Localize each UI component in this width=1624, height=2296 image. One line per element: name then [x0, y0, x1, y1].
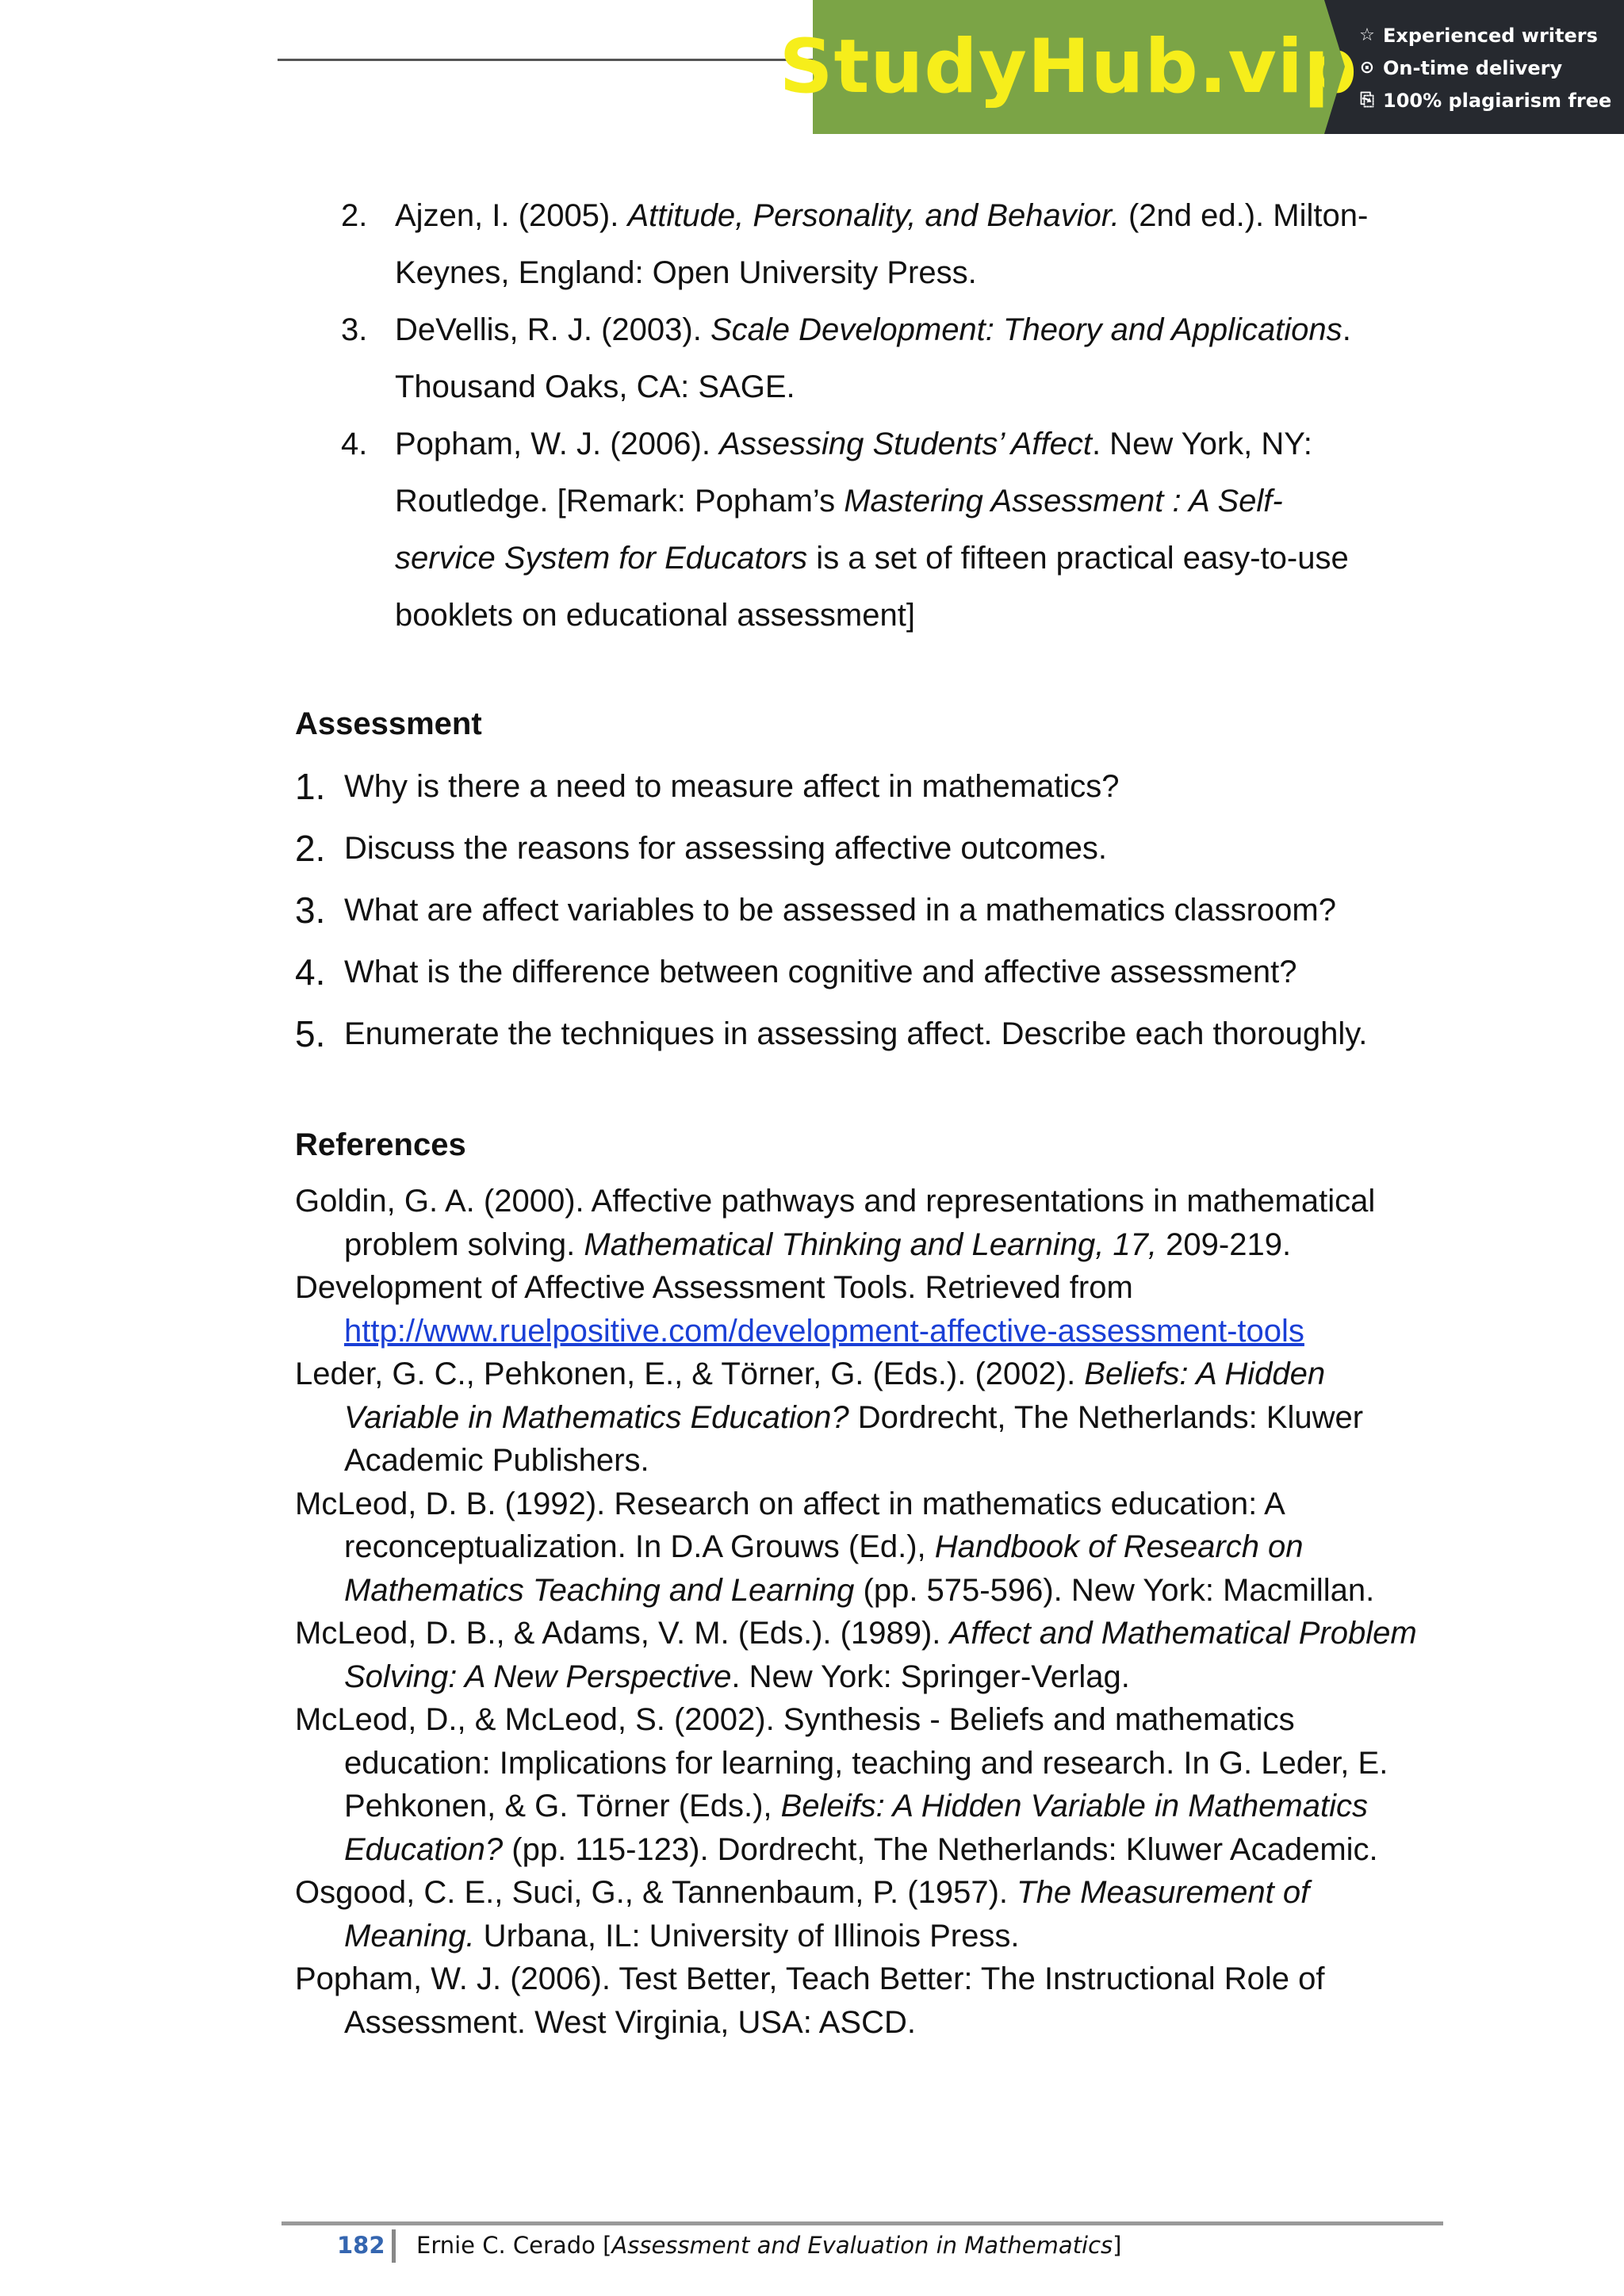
page-footer	[282, 2228, 1443, 2263]
reference-entry	[295, 1957, 1429, 2044]
reading-list-text: . New York, NY: Routledge. [Remark: Popham’s	[395, 427, 1312, 519]
assessment-question	[295, 756, 1484, 817]
reference-title: Handbook of Research on Mathematics Teaching and Learning	[344, 1529, 1304, 1608]
assessment-heading: Assessment	[295, 706, 482, 741]
logo-text: StudyHub.vip	[779, 24, 1358, 110]
reference-text: . New York: Springer-Verlag.	[731, 1659, 1130, 1694]
reference-text: McLeod, D. B. (1992). Research on affect in mathematics education: A reconceptualization. In D.A Grouws (Ed.),	[295, 1486, 1284, 1564]
assessment-question	[295, 817, 1484, 879]
question-text: What is the difference between cognitive and affective assessment?	[344, 955, 1297, 989]
reading-list-text: is a set of fifteen practical easy-to-use booklets on educational assessment]	[395, 541, 1349, 633]
document-icon: ⎘	[1360, 90, 1374, 110]
reference-text: (pp. 575-596). New York: Macmillan.	[854, 1572, 1375, 1608]
banner-feature	[1356, 84, 1611, 117]
reference-title: Beleifs: A Hidden Variable in Mathematics Education?	[344, 1789, 1368, 1867]
page-number: 182	[337, 2232, 385, 2259]
studyhub-logo[interactable]	[779, 0, 1358, 134]
reference-title: The Measurement of Meaning.	[344, 1875, 1310, 1954]
reference-title: Mathematical Thinking and Learning, 17,	[584, 1226, 1158, 1262]
reference-text: Popham, W. J. (2006). Test Better, Teach Better: The Instructional Role of Assessment. West Virginia, USA: ASCD.	[295, 1961, 1325, 2040]
question-text: Why is there a need to measure affect in mathematics?	[344, 769, 1120, 804]
reading-list-text: (2nd ed.). Milton-Keynes, England: Open University Press.	[395, 198, 1369, 290]
assessment-question	[295, 879, 1484, 941]
reference-text: Development of Affective Assessment Tools. Retrieved from	[295, 1270, 1133, 1305]
assessment-question	[295, 1003, 1484, 1065]
reference-text: Leder, G. C., Pehkonen, E., & Törner, G. (Eds.). (2002).	[295, 1357, 1085, 1391]
question-text: Discuss the reasons for assessing affective outcomes.	[344, 831, 1107, 866]
reference-text: (pp. 115-123). Dordrecht, The Netherlands: Kluwer Academic.	[503, 1831, 1378, 1867]
reference-text: McLeod, D., & McLeod, S. (2002). Synthesis - Beliefs and mathematics education: Implications for learning, teaching and research. In G. Leder, E. Pehkonen, & G. Törner (Eds.),	[295, 1702, 1388, 1823]
reference-text: Urbana, IL: University of Illinois Press.	[474, 1918, 1020, 1954]
reading-list-title: Mastering Assessment : A Self-service System for Educators	[395, 484, 1283, 576]
reading-list-title: Attitude, Personality, and Behavior.	[627, 198, 1120, 233]
reference-link[interactable]: http://www.ruelpositive.com/development-affective-assessment-tools	[344, 1313, 1304, 1349]
banner-feature	[1356, 19, 1611, 52]
reading-list-text: DeVellis, R. J. (2003).	[395, 312, 710, 347]
header-rule	[278, 59, 817, 61]
reading-list-text: Popham, W. J. (2006).	[395, 427, 720, 461]
assessment-question	[295, 941, 1484, 1003]
reference-text: McLeod, D. B., & Adams, V. M. (Eds.). (1989).	[295, 1616, 950, 1651]
question-number: 5.	[295, 1013, 326, 1054]
reading-list-title: Scale Development: Theory and Applications	[710, 312, 1342, 347]
reference-text: 209-219.	[1157, 1226, 1292, 1262]
reference-text: Osgood, C. E., Suci, G., & Tannenbaum, P. (1957).	[295, 1875, 1017, 1910]
question-number: 1.	[295, 766, 326, 807]
reading-list-text: Ajzen, I. (2005).	[395, 198, 628, 233]
reference-title: Beliefs: A Hidden Variable in Mathematics Education?	[344, 1357, 1326, 1435]
question-number: 3.	[295, 890, 326, 931]
question-text: Enumerate the techniques in assessing affect. Describe each thoroughly.	[344, 1016, 1368, 1051]
reference-entry	[295, 1180, 1429, 1266]
banner-feature-label: Experienced writers	[1383, 24, 1598, 47]
reading-list	[341, 187, 1372, 644]
banner-feature	[1356, 52, 1611, 84]
star-icon: ☆	[1359, 25, 1375, 45]
question-text: What are affect variables to be assessed in a mathematics classroom?	[344, 893, 1336, 928]
reading-list-text: . Thousand Oaks, CA: SAGE.	[395, 312, 1351, 404]
reading-list-item	[341, 415, 1372, 644]
footer-text	[416, 2228, 1121, 2263]
reading-list-number: 2.	[341, 198, 368, 233]
reference-title: Affect and Mathematical Problem Solving: A New Perspective	[344, 1616, 1417, 1694]
reference-entry	[295, 1266, 1429, 1353]
question-number: 4.	[295, 951, 326, 993]
clock-icon: ⊙	[1359, 58, 1375, 78]
reading-list-number: 3.	[341, 312, 368, 347]
reference-entry	[295, 1871, 1429, 1957]
reference-text: Goldin, G. A. (2000). Affective pathways and representations in mathematical problem solving.	[295, 1184, 1376, 1262]
reading-list-number: 4.	[341, 427, 368, 461]
footer-close: ]	[1113, 2232, 1122, 2259]
reference-text: Dordrecht, The Netherlands: Kluwer Academic Publishers.	[344, 1399, 1364, 1478]
studyhub-banner[interactable]	[779, 0, 1624, 134]
reference-entry	[295, 1353, 1429, 1483]
banner-features	[1356, 19, 1611, 117]
footer-divider	[392, 2229, 396, 2263]
banner-feature-label: On-time delivery	[1383, 56, 1563, 79]
references-heading: References	[295, 1127, 466, 1162]
reference-entry	[295, 1698, 1429, 1871]
assessment-questions	[295, 756, 1484, 1065]
reading-list-title: Assessing Students’ Affect	[719, 427, 1092, 461]
banner-arrow	[1324, 0, 1345, 134]
footer-book-title: Assessment and Evaluation in Mathematics	[611, 2232, 1113, 2259]
reading-list-item	[341, 301, 1372, 415]
reference-entry	[295, 1483, 1429, 1613]
references-list	[295, 1180, 1429, 2044]
footer-rule	[282, 2221, 1443, 2225]
footer-author: Ernie C. Cerado [	[416, 2232, 612, 2259]
question-number: 2.	[295, 828, 326, 869]
reference-entry	[295, 1612, 1429, 1698]
banner-feature-label: 100% plagiarism free	[1383, 89, 1612, 112]
reading-list-item	[341, 187, 1372, 301]
